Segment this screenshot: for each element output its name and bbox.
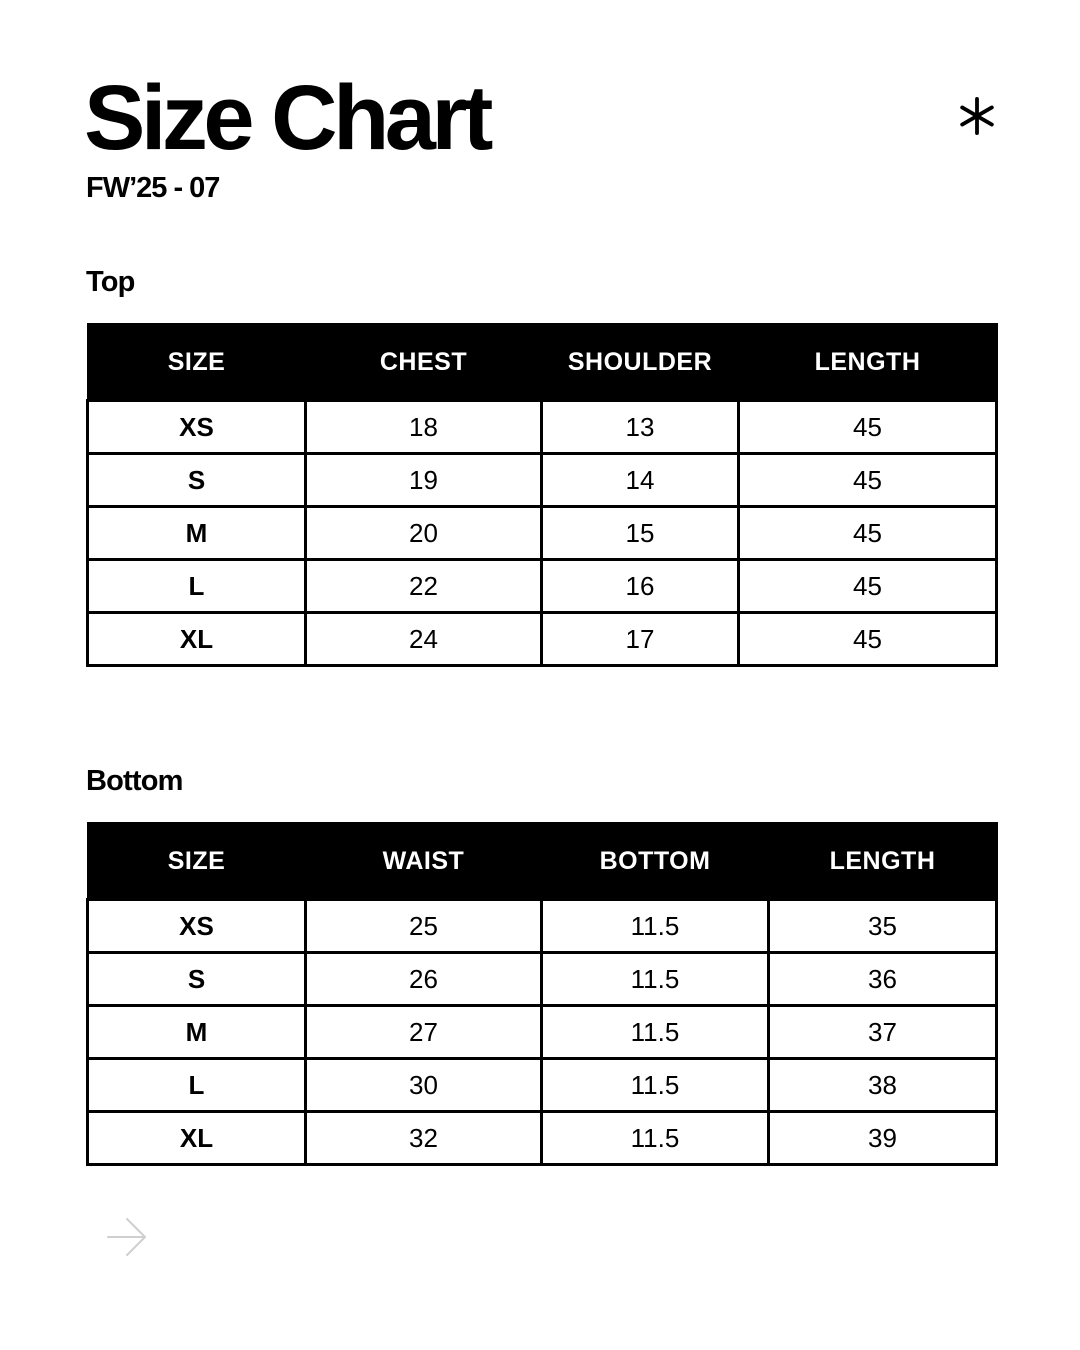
table-cell: 45 — [739, 560, 997, 613]
column-header: SHOULDER — [542, 324, 739, 401]
table-cell: 20 — [306, 507, 542, 560]
column-header: SIZE — [88, 324, 306, 401]
collection-code: FW’25 - 07 — [86, 172, 220, 204]
column-header: WAIST — [306, 823, 542, 900]
bottom-section-label: Bottom — [86, 765, 183, 797]
table-cell: 32 — [306, 1112, 542, 1165]
asterisk-icon — [958, 97, 996, 135]
table-row — [88, 1006, 997, 1059]
table-cell: 37 — [769, 1006, 997, 1059]
column-header: SIZE — [88, 823, 306, 900]
size-cell: M — [88, 507, 306, 560]
table-cell: 19 — [306, 454, 542, 507]
table-cell: 45 — [739, 401, 997, 454]
table-cell: 36 — [769, 953, 997, 1006]
table-cell: 18 — [306, 401, 542, 454]
size-cell: XL — [88, 1112, 306, 1165]
table-cell: 11.5 — [542, 900, 769, 953]
size-cell: M — [88, 1006, 306, 1059]
table-row — [88, 953, 997, 1006]
bottom-size-table — [86, 822, 998, 1166]
column-header: LENGTH — [769, 823, 997, 900]
arrow-right-icon[interactable] — [106, 1217, 148, 1257]
table-cell: 11.5 — [542, 1059, 769, 1112]
page-title: Size Chart — [84, 67, 489, 169]
table-cell: 45 — [739, 613, 997, 666]
table-row — [88, 401, 997, 454]
table-row — [88, 560, 997, 613]
table-cell: 11.5 — [542, 1112, 769, 1165]
table-row — [88, 1059, 997, 1112]
table-row — [88, 900, 997, 953]
table-cell: 11.5 — [542, 1006, 769, 1059]
size-cell: S — [88, 953, 306, 1006]
table-cell: 24 — [306, 613, 542, 666]
table-cell: 39 — [769, 1112, 997, 1165]
size-cell: S — [88, 454, 306, 507]
size-cell: L — [88, 1059, 306, 1112]
table-cell: 30 — [306, 1059, 542, 1112]
column-header: CHEST — [306, 324, 542, 401]
table-row — [88, 507, 997, 560]
table-cell: 38 — [769, 1059, 997, 1112]
table-header-row — [88, 324, 997, 401]
table-cell: 45 — [739, 454, 997, 507]
size-cell: L — [88, 560, 306, 613]
table-cell: 27 — [306, 1006, 542, 1059]
size-cell: XL — [88, 613, 306, 666]
table-row — [88, 454, 997, 507]
table-cell: 35 — [769, 900, 997, 953]
top-section-label: Top — [86, 266, 135, 298]
table-cell: 26 — [306, 953, 542, 1006]
column-header: LENGTH — [739, 324, 997, 401]
table-cell: 13 — [542, 401, 739, 454]
top-size-table — [86, 323, 998, 667]
table-cell: 45 — [739, 507, 997, 560]
column-header: BOTTOM — [542, 823, 769, 900]
size-cell: XS — [88, 900, 306, 953]
table-cell: 15 — [542, 507, 739, 560]
table-cell: 11.5 — [542, 953, 769, 1006]
table-cell: 16 — [542, 560, 739, 613]
size-cell: XS — [88, 401, 306, 454]
table-row — [88, 613, 997, 666]
table-cell: 22 — [306, 560, 542, 613]
table-cell: 25 — [306, 900, 542, 953]
table-cell: 17 — [542, 613, 739, 666]
table-row — [88, 1112, 997, 1165]
table-cell: 14 — [542, 454, 739, 507]
table-header-row — [88, 823, 997, 900]
